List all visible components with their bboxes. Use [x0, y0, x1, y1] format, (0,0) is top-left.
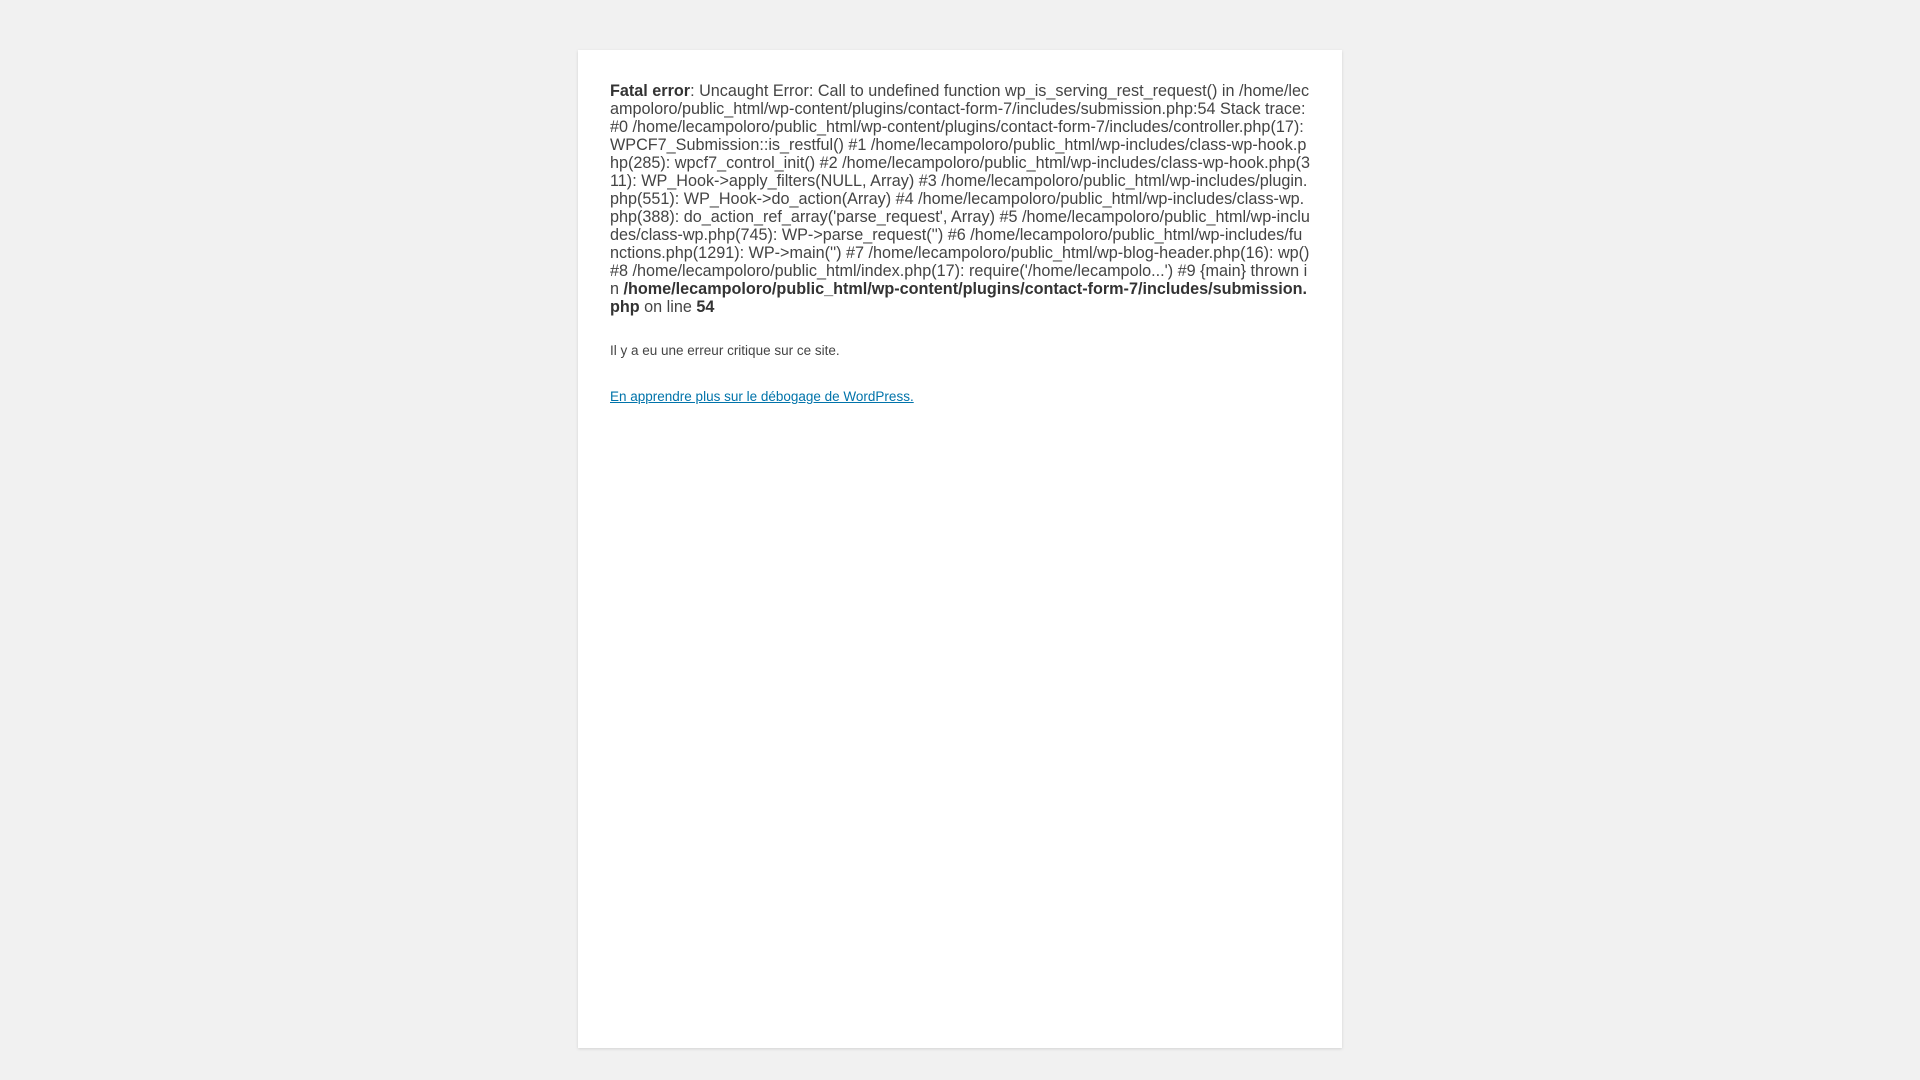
- error-stack-trace: : Uncaught Error: Call to undefined function wp_is_serving_rest_request() in /home/lecampoloro/public_html/wp-content/plugins/contact-form-7/includes/submission.php:54 Stack trace: #0 /home/lecampoloro/public_html/wp-content/plugins/contact-form-7/includes/controller.php(17): WPCF7_Submission::is_restful() #1 /home/lecampoloro/public_html/wp-includes/class-wp-hook.php(285): wpcf7_control_init() #2 /home/lecampoloro/public_html/wp-includes/class-wp-hook.php(311): WP_Hook->apply_filters(NULL, Array) #3 /home/lecampoloro/public_html/wp-includes/plugin.php(551): WP_Hook->do_action(Array) #4 /home/lecampoloro/public_html/wp-includes/class-wp.php(388): do_action_ref_array('parse_request', Array) #5 /home/lecampoloro/public_html/wp-includes/class-wp.php(745): WP->parse_request('') #6 /home/lecampoloro/public_html/wp-includes/functions.php(1291): WP->main('') #7 /home/lecampoloro/public_html/wp-blog-header.php(16): wp() #8 /home/lecampoloro/public_html/index.php(17): require('/home/lecampolo...') #9 {main} thrown: [610, 82, 1311, 280]
- error-line-number: 54: [696, 298, 715, 316]
- debugging-help-link[interactable]: En apprendre plus sur le débogage de WordPress.: [610, 389, 914, 404]
- error-page-card: [578, 50, 1342, 1048]
- error-in-word: in: [610, 262, 1308, 298]
- critical-error-message: Il y a eu une erreur critique sur ce site.: [610, 343, 840, 358]
- error-file-path: /home/lecampoloro/public_html/wp-content/plugins/contact-form-7/includes/submission.php: [610, 280, 1308, 316]
- error-on-line-word: on line: [639, 298, 697, 316]
- fatal-error-message: [610, 82, 1310, 316]
- fatal-error-label: Fatal error: [610, 82, 691, 100]
